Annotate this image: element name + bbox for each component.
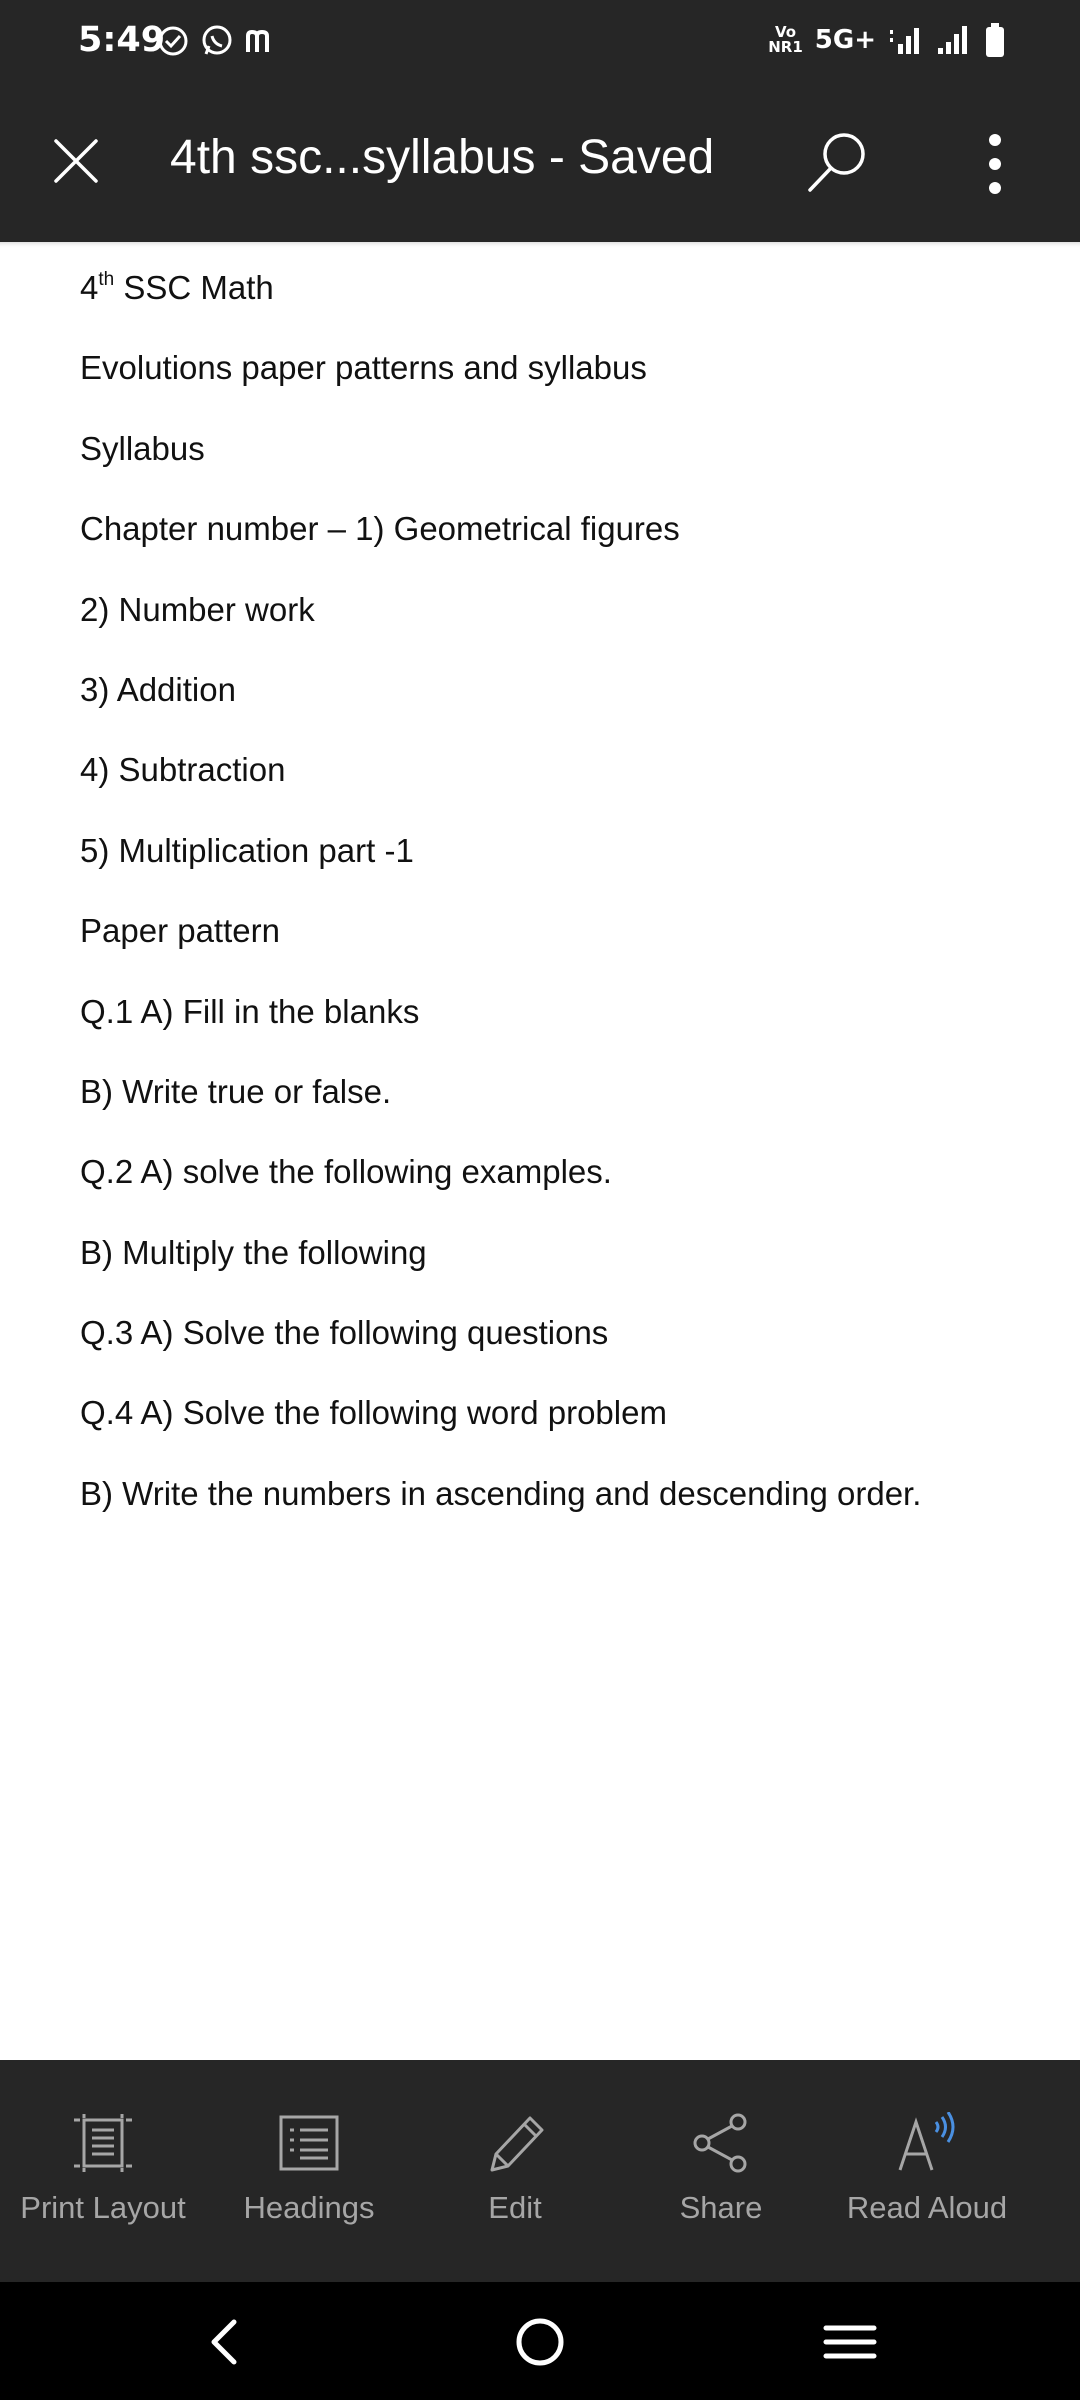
status-time: 5:49 [78, 20, 166, 60]
read-aloud-button[interactable] [824, 2060, 1030, 2282]
bottom-toolbar [0, 2060, 1080, 2282]
share-label: Share [679, 2190, 763, 2225]
close-button[interactable] [46, 131, 106, 191]
network-label-top: Vo [774, 23, 797, 41]
document-line: Syllabus [80, 429, 205, 467]
headings-button[interactable] [206, 2060, 412, 2282]
network-type: 5G+ [814, 25, 876, 55]
document-line: Q.1 A) Fill in the blanks [80, 992, 420, 1030]
status-right [768, 22, 1006, 58]
headings-icon [276, 2112, 342, 2174]
document-line: 2) Number work [80, 590, 315, 628]
edit-button[interactable] [412, 2060, 618, 2282]
signal-icon [888, 24, 924, 56]
battery-icon [984, 22, 1006, 58]
document-line: B) Write true or false. [80, 1072, 392, 1110]
document-line: Q.3 A) Solve the following questions [80, 1314, 609, 1352]
heading-number: 4 [80, 269, 99, 306]
network-label [768, 25, 803, 55]
headings-label: Headings [243, 2190, 375, 2225]
status-bar [0, 0, 1080, 86]
read-aloud-label: Read Aloud [846, 2190, 1008, 2225]
document-line: Q.2 A) solve the following examples. [80, 1153, 612, 1191]
document-line: Paper pattern [80, 912, 280, 950]
document-line: 4) Subtraction [80, 751, 286, 789]
heading-text: SSC Math [114, 269, 274, 306]
document-line: 3) Addition [80, 670, 236, 708]
home-button[interactable] [510, 2312, 570, 2372]
edit-label: Edit [488, 2190, 542, 2225]
app-bar [0, 86, 1080, 242]
share-icon [688, 2112, 754, 2174]
search-icon [802, 128, 872, 198]
print-layout-button[interactable] [0, 2060, 206, 2282]
network-label-bottom: NR1 [768, 38, 803, 56]
document-line: Evolutions paper patterns and syllabus [80, 349, 647, 387]
document-title[interactable]: 4th ssc...syllabus - Saved [170, 131, 715, 184]
recents-icon [820, 2312, 880, 2372]
recents-button[interactable] [820, 2312, 880, 2372]
system-nav-bar [0, 2282, 1080, 2400]
print-layout-label: Print Layout [20, 2190, 186, 2225]
notification-icons [156, 24, 278, 58]
document-content [80, 269, 1040, 1558]
share-button[interactable] [618, 2060, 824, 2282]
document-line: B) Multiply the following [80, 1233, 427, 1271]
heading-superscript: th [98, 269, 115, 290]
document-body[interactable] [0, 242, 1080, 2060]
document-line: B) Write the numbers in ascending and descending order. [80, 1474, 922, 1512]
home-icon [510, 2312, 570, 2372]
document-heading [80, 269, 1040, 352]
print-layout-icon [70, 2112, 136, 2174]
search-button[interactable] [802, 128, 872, 198]
whatsapp-icon [200, 24, 234, 58]
document-line: 5) Multiplication part -1 [80, 831, 414, 869]
gmail-icon [244, 24, 278, 58]
more-vertical-icon [960, 130, 1030, 200]
document-line: Q.4 A) Solve the following word problem [80, 1394, 667, 1432]
read-aloud-icon [894, 2112, 960, 2174]
document-line: Chapter number – 1) Geometrical figures [80, 510, 680, 548]
signal-icon-2 [936, 24, 972, 56]
close-icon [46, 131, 106, 191]
sync-notification-icon [156, 24, 190, 58]
pencil-icon [482, 2112, 548, 2174]
back-button[interactable] [196, 2312, 256, 2372]
more-options-button[interactable] [960, 130, 1030, 200]
back-icon [196, 2312, 256, 2372]
